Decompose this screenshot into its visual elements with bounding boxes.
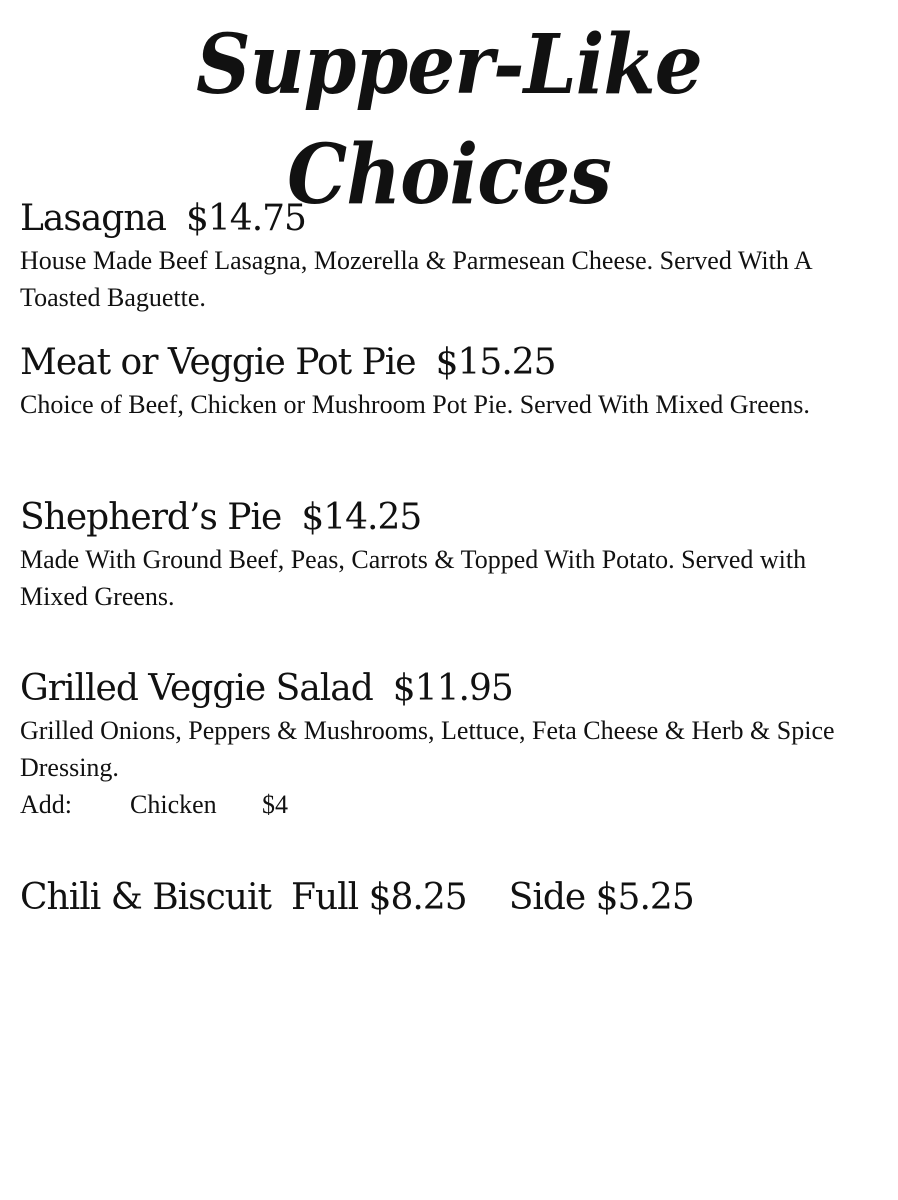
item-price-side: Side $5.25 [508,877,694,918]
item-price: $14.75 [186,198,306,239]
item-description: Choice of Beef, Chicken or Mushroom Pot Pie. Served With Mixed Greens. [20,390,810,419]
item-heading [20,877,878,919]
item-name: Lasagna [20,198,166,239]
addon-label: Add: [20,790,72,819]
menu-item-grilled-veggie-salad [20,668,878,823]
addon-item: Chicken [130,790,217,819]
item-price: $15.25 [435,342,556,383]
item-name: Chili & Biscuit [20,877,271,918]
item-heading [20,198,878,240]
item-heading [20,668,878,710]
item-name: Grilled Veggie Salad [20,668,373,709]
item-description: House Made Beef Lasagna, Mozerella & Parmesean Cheese. Served With A Toasted Baguette. [20,246,812,312]
item-name: Meat or Veggie Pot Pie [20,342,416,383]
addon-row [20,786,878,823]
menu-item-chili-biscuit [20,877,878,919]
addon-price: $4 [262,790,288,819]
item-price-full: Full $8.25 [290,877,467,918]
item-heading [20,342,878,384]
item-heading [20,497,878,539]
menu-item-lasagna [20,198,878,316]
page-title: Supper-Like Choices [196,17,702,223]
menu-item-shepherds-pie [20,497,878,615]
menu-item-pot-pie [20,342,878,423]
item-price: $11.95 [392,668,513,709]
item-name: Shepherd’s Pie [20,497,282,538]
item-price: $14.25 [301,497,422,538]
item-description: Made With Ground Beef, Peas, Carrots & Topped With Potato. Served with Mixed Greens. [20,545,807,611]
item-description: Grilled Onions, Peppers & Mushrooms, Lettuce, Feta Cheese & Herb & Spice Dressing. [20,716,835,782]
